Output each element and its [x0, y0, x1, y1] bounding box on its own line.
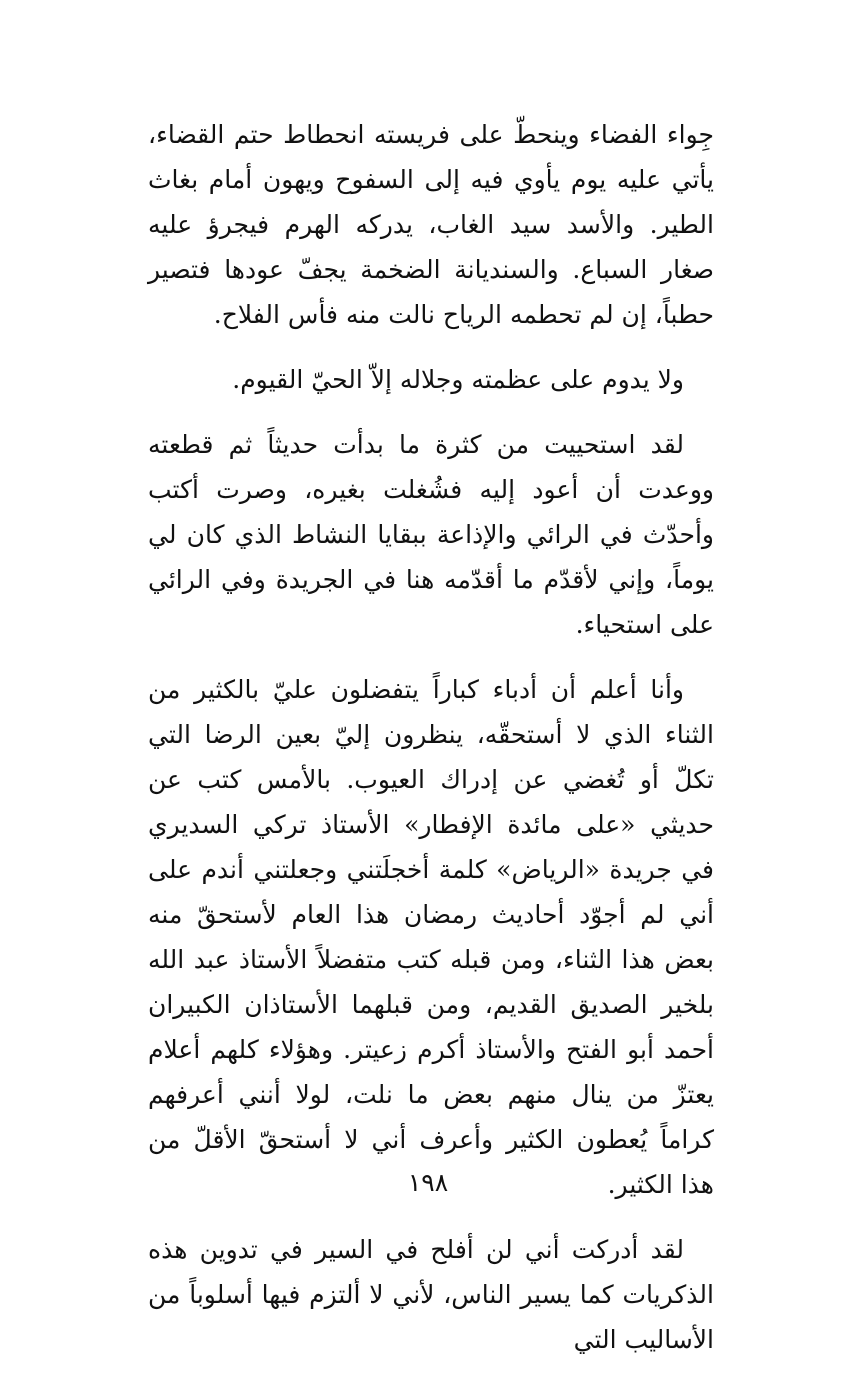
- page-number: ١٩٨: [407, 1168, 449, 1197]
- paragraph-short: ولا يدوم على عظمته وجلاله إلاّ الحيّ القيوم.: [232, 365, 684, 394]
- paragraph: لقد أدركت أني لن أفلح في السير في تدوين هذه الذكريات كما يسير الناس، لأني لا ألتزم فيها أسلوباً من الأساليب التي: [148, 1235, 714, 1354]
- paragraph: لقد استحييت من كثرة ما بدأت حديثاً ثم قطعته ووعدت أن أعود إليه فشُغلت بغيره، وصرت أكتب وأحدّث في الرائي والإذاعة ببقايا النشاط الذي كان لي يوماً، وإني لأقدّم ما أقدّمه هنا في الجريدة وفي الرائي على استحياء.: [148, 430, 714, 639]
- paragraph: وأنا أعلم أن أدباء كباراً يتفضلون عليّ بالكثير من الثناء الذي لا أستحقّه، ينظرون إليّ بعين الرضا التي تكلّ أو تُغضي عن إدراك العيوب. بالأمس كتب عن حديثي «على مائدة الإفطار» الأستاذ تركي السديري في جريدة «الرياض» كلمة أخجلَتني وجعلتني أندم على أني لم أجوّد أحاديث رمضان هذا العام لأستحقّ منه بعض هذا الثناء، ومن قبله كتب متفضلاً الأستاذ عبد الله بلخير الصديق القديم، ومن قبلهما الأستاذان الكبيران أحمد أبو الفتح والأستاذ أكرم زعيتر. وهؤلاء كلهم أعلام يعتزّ من ينال منهم بعض ما نلت، لولا أنني أعرفهم كراماً يُعطون الكثير وأعرف أني لا أستحقّ الأقلّ من هذا الكثير.: [148, 675, 714, 1199]
- paragraph-continuation: جِواء الفضاء وينحطّ على فريسته انحطاط حتم القضاء، يأتي عليه يوم يأوي فيه إلى السفوح ويهون أمام بغاث الطير. والأسد سيد الغاب، يدركه الهرم فيجرؤ عليه صغار السباع. والسنديانة الضخمة يجفّ عودها فتصير حطباً، إن لم تحطمه الرياح نالت منه فأس الفلاح.: [148, 120, 714, 329]
